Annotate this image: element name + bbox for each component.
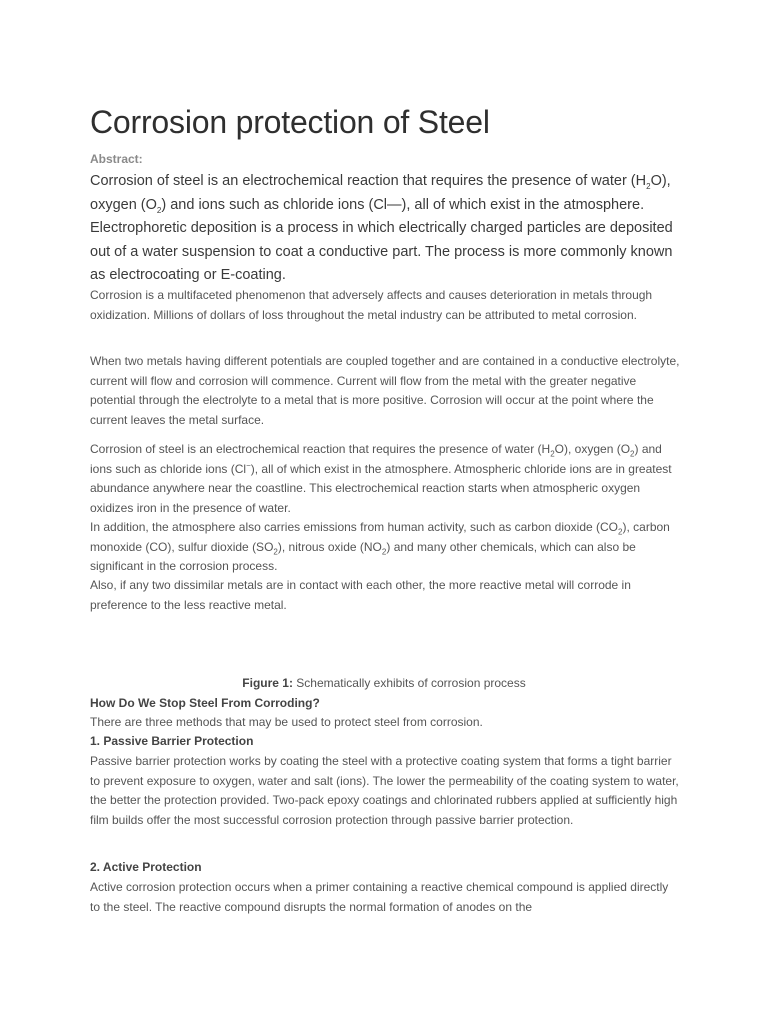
abstract-text: Corrosion of steel is an electrochemical reaction that requires the presence of water $(H_2O)$, oxygen $(O_2)$ and ions such as chloride ions (Cl—), all of which exist in the atmosphere. Electrophoretic deposition is a process in which electrically charged particles are deposited out of a water suspension to coat a conductive part. The process is more commonly known as electrocoating or E-coating. [90,173,673,283]
paragraph-corrosion-phenomenon: Corrosion is a multifaceted phenomenon that adversely affects and causes deterioration in metals through oxidization. Millions of dollars of loss throughout the metal industry can be attributed to metal corrosion. [90,288,653,322]
heading-active-protection: 2. Active Protection [90,860,202,874]
document-title: Corrosion protection of Steel [90,104,490,140]
paragraph-galvanic-current: When two metals having different potentials are coupled together and are contained in a conductive electrolyte, current will flow and corrosion will commence. Current will flow from the metal with the greater negative potential through the electrolyte to a metal that is more positive. Corrosion will occur at the point where the current leaves the metal surface. [90,354,680,427]
figure-caption-text: Schematically exhibits of corrosion process [292,676,526,690]
text-active-protection: Active corrosion protection occurs when a primer containing a reactive chemical compound is applied directly to the steel. The reactive compound disrupts the normal formation of anodes on the [90,880,669,914]
heading-stop-corroding: How Do We Stop Steel From Corroding? [90,696,320,710]
heading-passive-barrier: 1. Passive Barrier Protection [90,734,254,748]
abstract-label: Abstract: [90,152,143,166]
paragraph-electrochemical-reaction: Corrosion of steel is an electrochemical reaction that requires the presence of water $(H_2O)$, oxygen $(O_2)$ and ions such as chloride ions (Cl−), all of which exist in the atmosphere. Atmospheric chloride ions are in greatest abundance anywhere near the coastline. This electrochemical reaction starts when atmospheric oxygen oxidizes iron in the presence of water. [90,442,672,515]
paragraph-dissimilar-metals: Also, if any two dissimilar metals are in contact with each other, the more reactive metal will corrode in preference to the less reactive metal. [90,578,631,612]
figure-caption [90,676,678,690]
figure-label: Figure 1: [242,676,293,690]
paragraph-atmospheric-emissions: In addition, the atmosphere also carries emissions from human activity, such as carbon dioxide $(CO_2)$, carbon monoxide (CO), sulfur dioxide $(SO_2)$, nitrous oxide $(NO_2)$ and many other chemicals, which can also be significant in the corrosion process. [90,520,670,573]
text-three-methods: There are three methods that may be used to protect steel from corrosion. [90,715,483,729]
text-passive-barrier: Passive barrier protection works by coating the steel with a protective coating system that forms a tight barrier to prevent exposure to oxygen, water and salt (ions). The lower the permeability of the coating system to water, the better the protection provided. Two-pack epoxy coatings and chlorinated rubbers applied at sufficiently high film builds offer the most successful corrosion protection through passive barrier protection. [90,754,679,827]
